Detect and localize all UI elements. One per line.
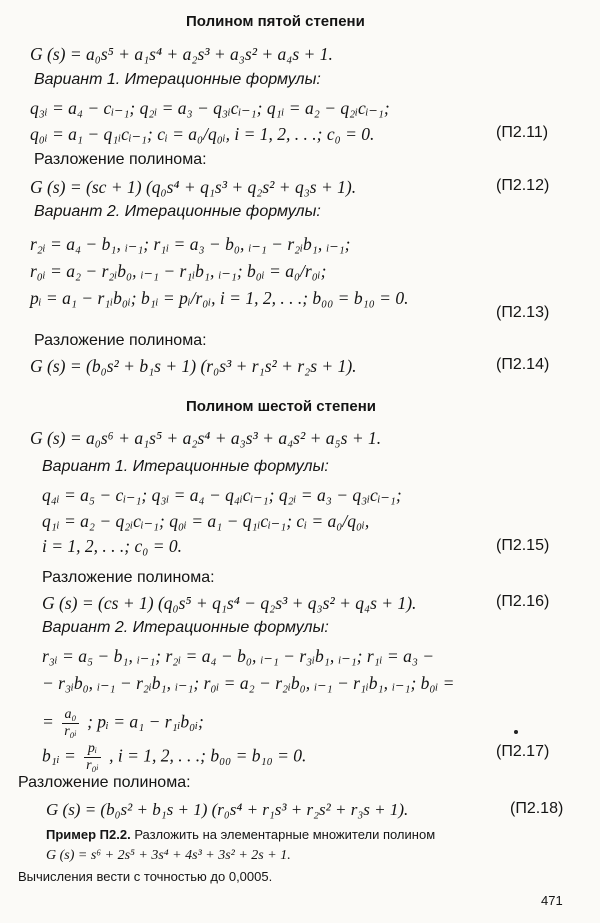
fraction bbox=[84, 741, 101, 774]
fraction-denominator: r₀ᵢ bbox=[64, 724, 77, 740]
iteration-formula-line: pᵢ = a₁ − r₁ᵢb₀ᵢ; b₁ᵢ = pᵢ/r₀ᵢ, i = 1, 2, . . .; b₀₀ = b₁₀ = 0. bbox=[30, 288, 409, 308]
iteration-formula-line bbox=[42, 741, 306, 774]
variant-1-label: Вариант 1. Итерационные формулы: bbox=[42, 458, 329, 475]
section-heading-sixth-degree: Полином шестой степени bbox=[186, 398, 377, 415]
decomposition-formula: G (s) = (b₀s² + b₁s + 1) (r₀s³ + r₁s² + r₂s + 1). bbox=[30, 356, 357, 376]
iteration-formula-line bbox=[42, 707, 204, 740]
equation-number: (П2.18) bbox=[510, 800, 564, 817]
polynomial-fifth-degree: G (s) = a₀s⁵ + a₁s⁴ + a₂s³ + a₃s² + a₄s + 1. bbox=[30, 44, 333, 64]
iteration-formula-line: r₃ᵢ = a₅ − b₁, ᵢ₋₁; r₂ᵢ = a₄ − b₀, ᵢ₋₁ − r₃ᵢb₁, ᵢ₋₁; r₁ᵢ = a₃ − bbox=[42, 646, 435, 666]
equation-number: (П2.12) bbox=[496, 177, 550, 194]
decomposition-formula: G (s) = (cs + 1) (q₀s⁵ + q₁s⁴ − q₂s³ + q₃s² + q₄s + 1). bbox=[42, 593, 417, 613]
fraction-denominator: r₀ᵢ bbox=[86, 758, 99, 774]
equation-number: (П2.17) bbox=[496, 743, 550, 760]
formula-continuation: , i = 1, 2, . . .; b₀₀ = b₁₀ = 0. bbox=[109, 745, 307, 766]
example-text: Разложить на элементарные множители полином bbox=[130, 827, 436, 842]
decomposition-label: Разложение полинома: bbox=[34, 151, 207, 168]
iteration-formula-line: r₂ᵢ = a₄ − b₁, ᵢ₋₁; r₁ᵢ = a₃ − b₀, ᵢ₋₁ − r₂ᵢb₁, ᵢ₋₁; bbox=[30, 234, 351, 254]
iteration-formula-line: q₄ᵢ = a₅ − cᵢ₋₁; q₃ᵢ = a₄ − q₄ᵢcᵢ₋₁; q₂ᵢ = a₃ − q₃ᵢcᵢ₋₁; bbox=[42, 485, 402, 505]
polynomial-sixth-degree: G (s) = a₀s⁶ + a₁s⁵ + a₂s⁴ + a₃s³ + a₄s² + a₅s + 1. bbox=[30, 428, 382, 448]
iteration-formula-line: r₀ᵢ = a₂ − r₂ᵢb₀, ᵢ₋₁ − r₁ᵢb₁, ᵢ₋₁; b₀ᵢ = a₀/r₀ᵢ; bbox=[30, 261, 327, 281]
decomposition-label: Разложение полинома: bbox=[34, 332, 207, 349]
decomposition-label: Разложение полинома: bbox=[42, 569, 215, 586]
variant-2-label: Вариант 2. Итерационные формулы: bbox=[34, 203, 321, 220]
variant-1-label: Вариант 1. Итерационные формулы: bbox=[34, 71, 321, 88]
equals-sign: = bbox=[42, 711, 54, 732]
formula-lhs: b₁ᵢ = bbox=[42, 745, 76, 766]
example-polynomial: G (s) = s⁶ + 2s⁵ + 3s⁴ + 4s³ + 3s² + 2s + 1. bbox=[46, 848, 291, 863]
equation-number: (П2.14) bbox=[496, 356, 550, 373]
example-accuracy: Вычисления вести с точностью до 0,0005. bbox=[18, 869, 273, 884]
equation-number: (П2.15) bbox=[496, 537, 550, 554]
decomposition-label: Разложение полинома: bbox=[18, 774, 191, 791]
iteration-formula-line: q₃ᵢ = a₄ − cᵢ₋₁; q₂ᵢ = a₃ − q₃ᵢcᵢ₋₁; q₁ᵢ = a₂ − q₂ᵢcᵢ₋₁; bbox=[30, 98, 390, 118]
section-heading-fifth-degree: Полином пятой степени bbox=[186, 13, 365, 30]
equation-number: (П2.11) bbox=[496, 124, 549, 141]
equation-number: (П2.13) bbox=[496, 304, 550, 321]
iteration-formula-line: − r₃ᵢb₀, ᵢ₋₁ − r₂ᵢb₁, ᵢ₋₁; r₀ᵢ = a₂ − r₂ᵢb₀, ᵢ₋₁ − r₁ᵢb₁, ᵢ₋₁; b₀ᵢ = bbox=[42, 673, 455, 693]
ink-dot bbox=[514, 730, 518, 734]
example-title: Пример П2.2. bbox=[46, 827, 131, 842]
decomposition-formula: G (s) = (sc + 1) (q₀s⁴ + q₁s³ + q₂s² + q₃s + 1). bbox=[30, 177, 357, 197]
fraction bbox=[62, 707, 79, 740]
iteration-formula-line: i = 1, 2, . . .; c₀ = 0. bbox=[42, 536, 183, 556]
fraction-numerator: a₀ bbox=[62, 707, 79, 724]
iteration-formula-line: q₀ᵢ = a₁ − q₁ᵢcᵢ₋₁; cᵢ = a₀/q₀ᵢ, i = 1, 2, . . .; c₀ = 0. bbox=[30, 124, 375, 144]
iteration-formula-line: q₁ᵢ = a₂ − q₂ᵢcᵢ₋₁; q₀ᵢ = a₁ − q₁ᵢcᵢ₋₁; cᵢ = a₀/q₀ᵢ, bbox=[42, 511, 370, 531]
formula-continuation: ; pᵢ = a₁ − r₁ᵢb₀ᵢ; bbox=[87, 711, 204, 732]
decomposition-formula: G (s) = (b₀s² + b₁s + 1) (r₀s⁴ + r₁s³ + r₂s² + r₃s + 1). bbox=[46, 800, 409, 819]
example-statement bbox=[46, 828, 435, 841]
equation-number: (П2.16) bbox=[496, 593, 550, 610]
variant-2-label: Вариант 2. Итерационные формулы: bbox=[42, 619, 329, 636]
page-number: 471 bbox=[541, 893, 563, 908]
fraction-numerator: pᵢ bbox=[84, 741, 101, 758]
